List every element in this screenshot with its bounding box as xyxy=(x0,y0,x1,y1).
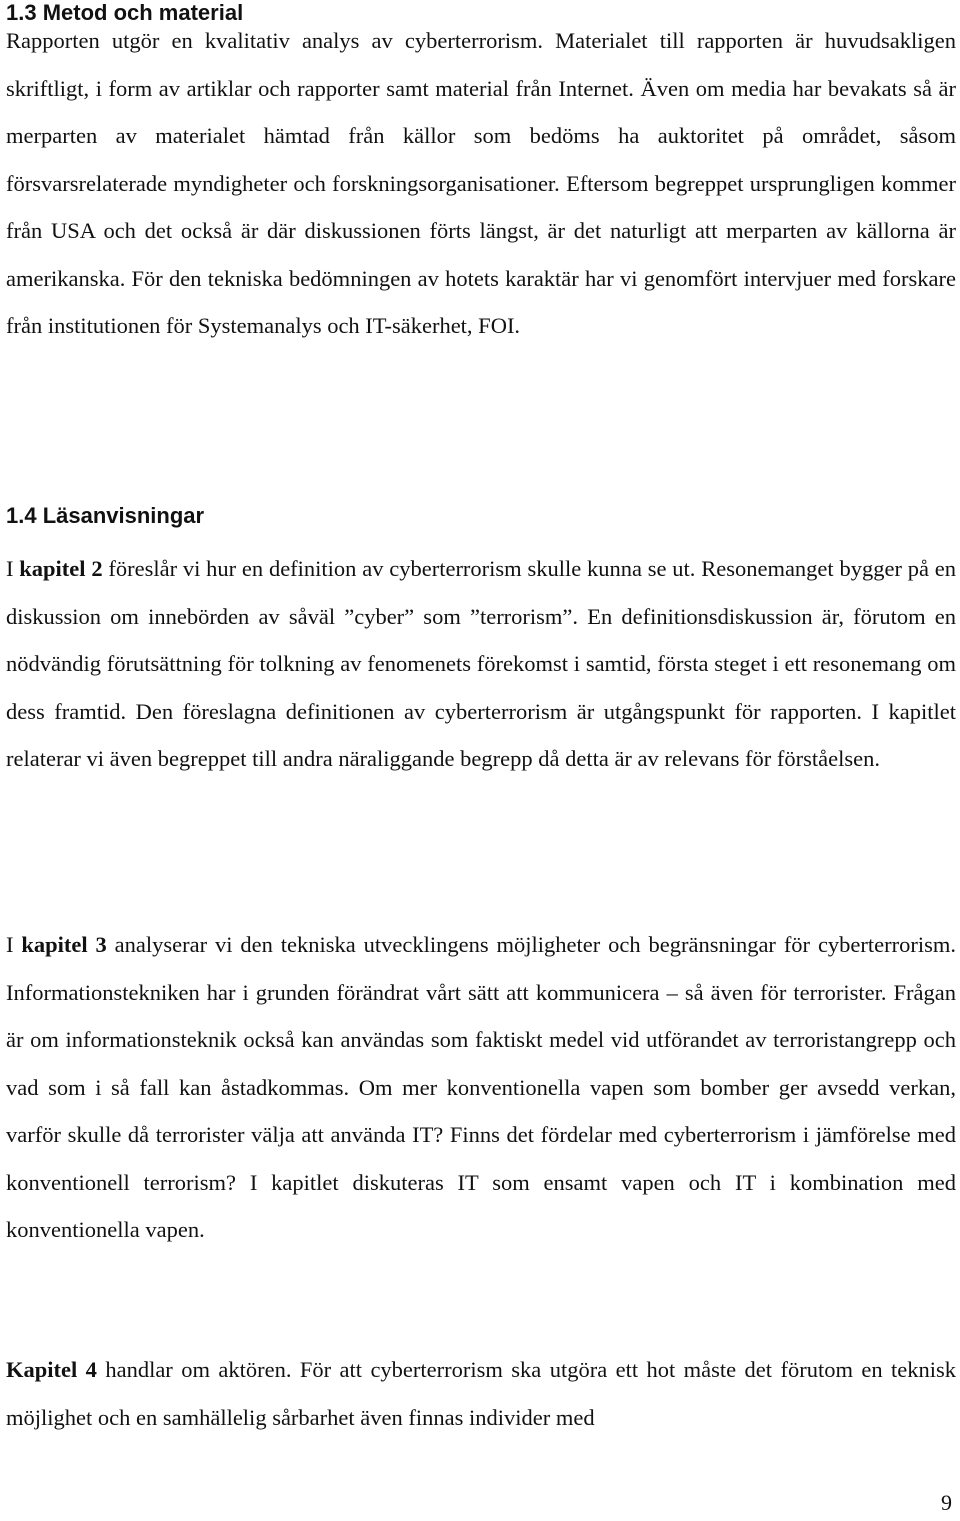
paragraph-text: föreslår vi hur en definition av cyberterrorism skulle kunna se ut. Resonemanget bygger på en diskussion om innebörden av såväl ”cyber” som ”terrorism”. En definitionsdiskussion är, förutom en nödvändig förutsättning för tolkning av fenomenets förekomst i samtid, första steget i ett resonemang om dess framtid. Den föreslagna definitionen av cyberterrorism är utgångspunkt för rapporten. I kapitlet relaterar vi även begreppet till andra näraliggande begrepp då detta är av relevans för förståelsen. xyxy=(6,556,956,771)
chapter-ref: Kapitel 4 xyxy=(6,1357,97,1382)
chapter-ref: kapitel 2 xyxy=(19,556,103,581)
paragraph-chapter-2 xyxy=(6,545,956,783)
paragraph-lead: I xyxy=(6,556,20,581)
chapter-ref: kapitel 3 xyxy=(21,932,107,957)
paragraph-chapter-3 xyxy=(6,921,956,1254)
paragraph-text: handlar om aktören. För att cyberterrorism ska utgöra ett hot måste det förutom en teknisk möjlighet och en samhällelig sårbarhet även finnas individer med xyxy=(6,1357,957,1430)
paragraph-chapter-4 xyxy=(6,1346,956,1441)
page-number: 9 xyxy=(941,1490,952,1515)
section-heading-1-3: 1.3 Metod och material xyxy=(6,0,244,25)
paragraph-method: Rapporten utgör en kvalitativ analys av cyberterrorism. Materialet till rapporten är huvudsakligen skriftligt, i form av artiklar och rapporter samt material från Internet. Även om media har bevakats så är merparten av materialet hämtad från källor som bedöms ha auktoritet på området, såsom försvarsrelaterade myndigheter och forskningsorganisationer. Eftersom begreppet ursprungligen kommer från USA och det också är där diskussionen förts längst, är det naturligt att merparten av källorna är amerikanska. För den tekniska bedömningen av hotets karaktär har vi genomfört intervjuer med forskare från institutionen för Systemanalys och IT-säkerhet, FOI. xyxy=(6,28,956,338)
paragraph-text: analyserar vi den tekniska utvecklingens möjligheter och begränsningar för cyberterrorism. Informationstekniken har i grunden förändrat vårt sätt att kommunicera – så även för terrorister. Frågan är om informationsteknik också kan användas som faktiskt medel vid utförandet av terroristangrepp och vad som i så fall kan åstadkommas. Om mer konventionella vapen som bomber ger avsedd verkan, varför skulle då terrorister välja att använda IT? Finns det fördelar med cyberterrorism i jämförelse med konventionell terrorism? I kapitlet diskuteras IT som ensamt vapen och IT i kombination med konventionella vapen. xyxy=(6,932,957,1242)
section-heading-1-4: 1.4 Läsanvisningar xyxy=(6,503,205,528)
paragraph-lead: I xyxy=(6,932,22,957)
